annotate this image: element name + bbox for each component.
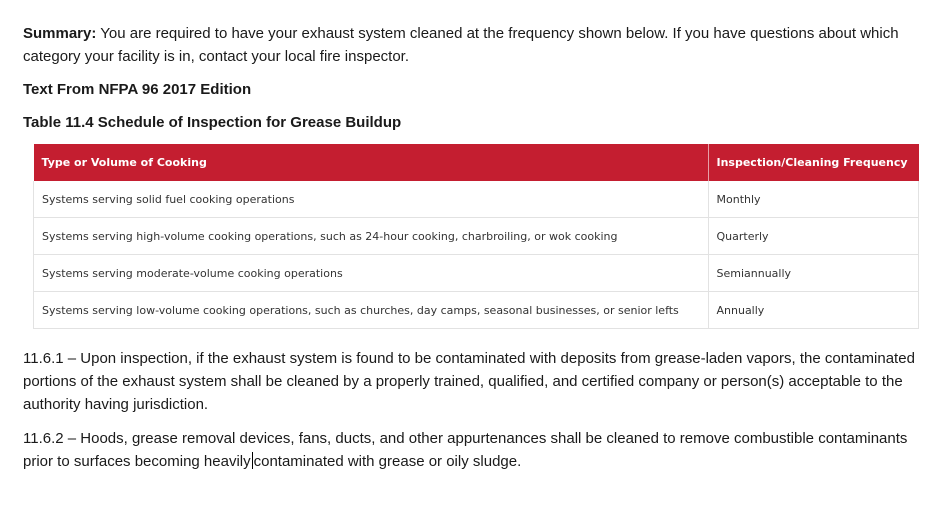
summary-label: Summary:	[23, 25, 97, 42]
row-frequency-cell: Quarterly	[708, 218, 919, 255]
table-header-row	[34, 144, 919, 181]
table-row	[34, 292, 919, 329]
table-row	[34, 255, 919, 292]
row-frequency-cell: Monthly	[708, 181, 919, 218]
row-frequency-cell: Semiannually	[708, 255, 919, 292]
section-11-6-2-text-after-cursor: contaminated with grease or oily sludge.	[253, 453, 522, 470]
row-type-cell: Systems serving solid fuel cooking operations	[34, 181, 709, 218]
table-title: Table 11.4 Schedule of Inspection for Grease Buildup	[23, 114, 402, 131]
section-11-6-1-paragraph: 11.6.1 – Upon inspection, if the exhaust system is found to be contaminated with deposits from grease-laden vapors, the contaminated portions of the exhaust system shall be cleaned by a properly trained, qualified, and certified company or person(s) acceptable to the authority having jurisdiction.	[23, 350, 915, 413]
row-type-cell: Systems serving moderate-volume cooking operations	[34, 255, 709, 292]
text-cursor	[252, 452, 253, 469]
section-11-6-2-paragraph	[23, 427, 923, 473]
inspection-schedule-table	[33, 144, 919, 329]
table-row	[34, 181, 919, 218]
summary-text: You are required to have your exhaust system cleaned at the frequency shown below. If you have questions about which category your facility is in, contact your local fire inspector.	[23, 25, 899, 65]
source-heading: Text From NFPA 96 2017 Edition	[23, 81, 252, 98]
row-type-cell: Systems serving high-volume cooking operations, such as 24-hour cooking, charbroiling, or wok cooking	[34, 218, 709, 255]
table-row	[34, 218, 919, 255]
header-frequency: Inspection/Cleaning Frequency	[708, 144, 919, 181]
summary-paragraph	[23, 22, 923, 68]
row-frequency-cell: Annually	[708, 292, 919, 329]
section-11-6-2-text-before-cursor: 11.6.2 – Hoods, grease removal devices, fans, ducts, and other appurtenances shall be cleaned to remove combustible contaminants prior to surfaces becoming heavily	[23, 430, 908, 470]
row-type-cell: Systems serving low-volume cooking operations, such as churches, day camps, seasonal businesses, or senior lefts	[34, 292, 709, 329]
header-type-of-cooking: Type or Volume of Cooking	[34, 144, 709, 181]
document-body[interactable]	[23, 22, 923, 473]
